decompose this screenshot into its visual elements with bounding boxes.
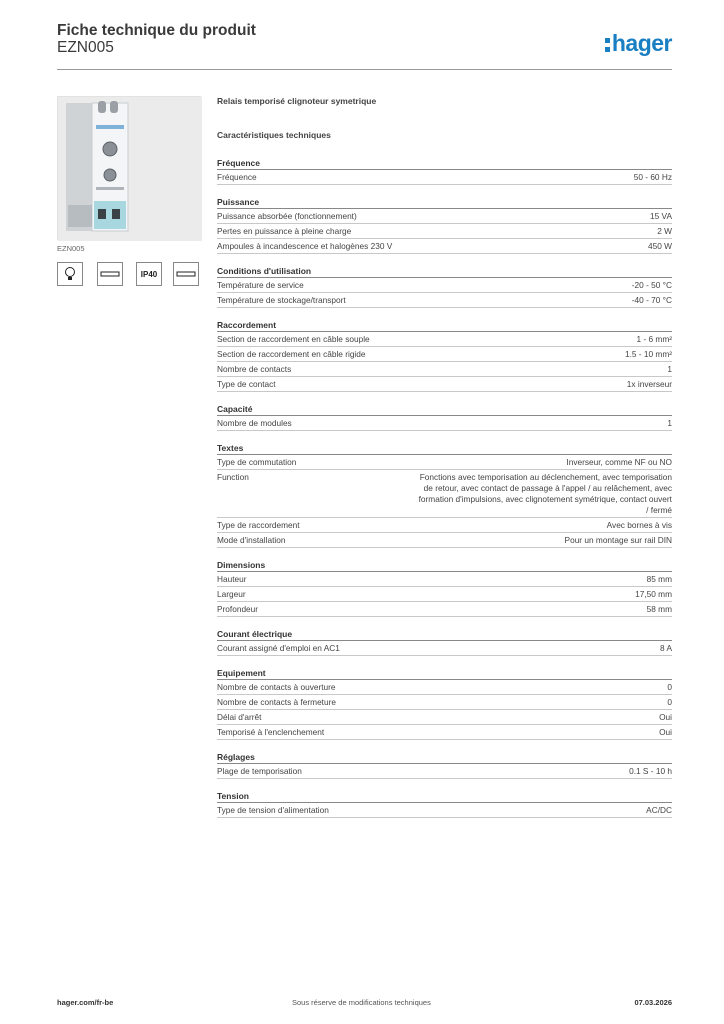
spec-label: Pertes en puissance à pleine charge [217,225,352,236]
section-title: Dimensions [217,558,672,572]
spec-row [217,239,672,254]
spec-label: Mode d'installation [217,534,286,545]
document-title: Fiche technique du produit [57,22,256,39]
spec-row [217,572,672,587]
spec-label: Courant assigné d'emploi en AC1 [217,642,340,653]
section-title: Textes [217,441,672,455]
spec-value: 1 [667,417,672,428]
spec-value: Inverseur, comme NF ou NO [566,456,672,467]
spec-value: 0 [667,696,672,707]
spec-row [217,362,672,377]
spec-value: 1x inverseur [626,378,672,389]
spec-value: AC/DC [646,804,672,815]
section-title: Raccordement [217,318,672,332]
spec-section [217,627,672,656]
spec-value: 17,50 mm [635,588,672,599]
ip-rating-badge: IP40 [136,262,162,286]
spec-value: 0.1 S - 10 h [629,765,672,776]
din-rail-icon [97,262,123,286]
spec-label: Puissance absorbée (fonctionnement) [217,210,357,221]
spec-row [217,725,672,740]
relay-module-icon [58,97,202,241]
spec-row [217,170,672,185]
spec-label: Profondeur [217,603,259,614]
spec-value: 8 A [660,642,672,653]
spec-label: Section de raccordement en câble souple [217,333,370,344]
spec-section [217,156,672,185]
spec-row [217,764,672,779]
spec-sections [217,156,672,818]
spec-label: Fréquence [217,171,257,182]
spec-row [217,710,672,725]
spec-row [217,680,672,695]
spec-value: 15 VA [650,210,672,221]
spec-row [217,416,672,431]
spec-row [217,347,672,362]
page-header [57,22,672,70]
spec-row [217,293,672,308]
product-image [57,96,201,240]
spec-section [217,264,672,308]
spec-label: Ampoules à incandescence et halogènes 230 V [217,240,393,251]
spec-label: Type de commutation [217,456,297,467]
spec-label: Délai d'arrêt [217,711,262,722]
spec-section [217,195,672,254]
lamp-icon [57,262,83,286]
spec-section [217,666,672,740]
spec-value: 85 mm [646,573,672,584]
section-title: Puissance [217,195,672,209]
spec-value: Pour un montage sur rail DIN [564,534,672,545]
spec-row [217,518,672,533]
spec-row [217,587,672,602]
spec-row [217,332,672,347]
spec-label: Hauteur [217,573,247,584]
spec-label: Nombre de contacts à fermeture [217,696,336,707]
product-reference: EZN005 [57,39,114,56]
spec-label: Nombre de contacts à ouverture [217,681,336,692]
spec-row [217,641,672,656]
spec-value: 58 mm [646,603,672,614]
spec-section [217,789,672,818]
spec-section [217,402,672,431]
spec-section [217,558,672,617]
spec-label: Type de contact [217,378,276,389]
spec-value: 450 W [648,240,672,251]
spec-row [217,803,672,818]
spec-value: 50 - 60 Hz [633,171,672,182]
spec-value: Oui [659,711,672,722]
spec-row [217,377,672,392]
tech-heading: Caractéristiques techniques [217,130,331,140]
spec-value: Fonctions avec temporisation au déclenchement, avec temporisation de retour, avec contact de passage à l'appel / au relâchement, avec formation d'impulsions, avec clignotement symétrique, contact ouvert / fermé [418,471,672,515]
product-name: Relais temporisé clignoteur symetrique [217,96,377,106]
spec-row [217,695,672,710]
spec-value: 0 [667,681,672,692]
section-title: Fréquence [217,156,672,170]
spec-row [217,278,672,293]
footer-disclaimer: Sous réserve de modifications techniques [292,998,431,1007]
spec-value: -40 - 70 °C [631,294,672,305]
spec-section [217,441,672,548]
spec-row [217,470,672,518]
spec-section [217,318,672,392]
spec-label: Type de tension d'alimentation [217,804,329,815]
spec-row [217,455,672,470]
spec-value: 1 [667,363,672,374]
spec-value: Oui [659,726,672,737]
section-title: Courant électrique [217,627,672,641]
spec-label: Temporisé à l'enclenchement [217,726,325,737]
section-title: Tension [217,789,672,803]
section-title: Réglages [217,750,672,764]
spec-label: Largeur [217,588,246,599]
din-rail-icon [173,262,199,286]
spec-row [217,533,672,548]
logo-dots-icon [605,38,610,52]
spec-value: -20 - 50 °C [631,279,672,290]
spec-row [217,224,672,239]
spec-value: 1.5 - 10 mm² [624,348,672,359]
spec-label: Nombre de modules [217,417,292,428]
spec-row [217,209,672,224]
spec-label: Nombre de contacts [217,363,292,374]
section-title: Conditions d'utilisation [217,264,672,278]
footer-date: 07.03.2026 [634,998,672,1007]
footer-website: hager.com/fr-be [57,998,114,1007]
spec-label: Function [217,471,249,482]
spec-label: Type de raccordement [217,519,300,530]
section-title: Equipement [217,666,672,680]
spec-label: Température de service [217,279,304,290]
spec-row [217,602,672,617]
image-caption: EZN005 [57,244,85,253]
spec-label: Plage de temporisation [217,765,302,776]
spec-value: 1 - 6 mm² [636,333,672,344]
spec-section [217,750,672,779]
spec-label: Température de stockage/transport [217,294,346,305]
spec-value: Avec bornes à vis [606,519,672,530]
spec-content [217,96,672,828]
spec-label: Section de raccordement en câble rigide [217,348,366,359]
section-title: Capacité [217,402,672,416]
hager-logo: hager [605,30,672,57]
spec-value: 2 W [657,225,672,236]
